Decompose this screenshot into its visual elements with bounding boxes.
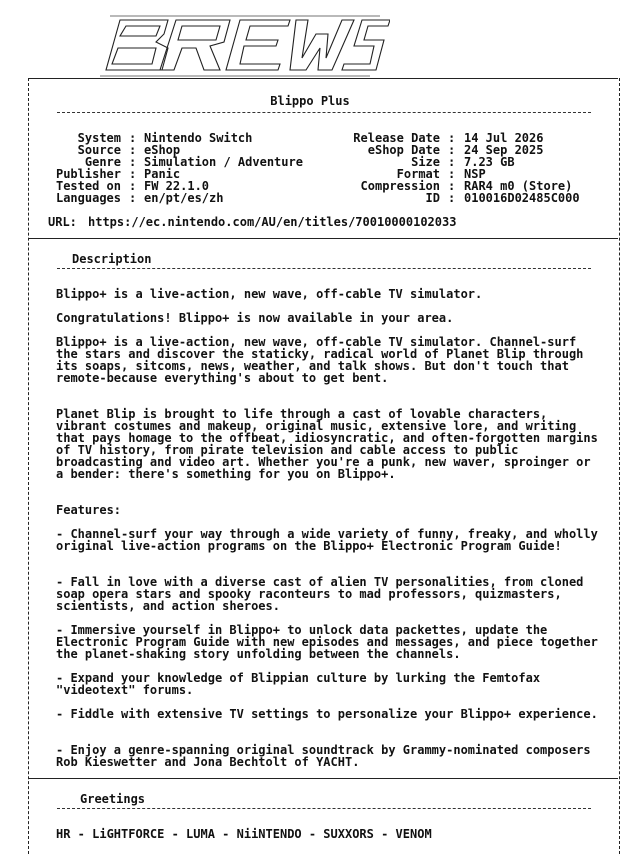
value-compression: RAR4 m0 (Store) bbox=[464, 179, 573, 193]
label-genre: Genre bbox=[84, 155, 121, 169]
sep: : bbox=[129, 167, 137, 181]
sep: : bbox=[448, 179, 456, 193]
feature-item: - Expand your knowledge of Blippian culture by lurking the Femtofax "videotext" forums. bbox=[56, 671, 541, 697]
value-format: NSP bbox=[464, 167, 486, 181]
value-eshop-date: 24 Sep 2025 bbox=[464, 143, 544, 157]
title-divider bbox=[57, 112, 591, 113]
value-publisher: Panic bbox=[144, 167, 181, 181]
sep: : bbox=[129, 155, 137, 169]
label-compression: Compression bbox=[360, 179, 440, 193]
value-tested-on: FW 22.1.0 bbox=[144, 179, 210, 193]
label-id: ID bbox=[425, 191, 440, 205]
value-source: eShop bbox=[144, 143, 181, 157]
top-rule bbox=[28, 78, 618, 79]
desc-paragraph: Planet Blip is brought to life through a cast of lovable characters, vibrant costumes and makeup, original music, extensive lore, and writing that pays homage to the offbeat, idiosyncratic, and often-forgotten margins of TV history, from pirate television and cable access to public broadcasting and video art. Whether you're a punk, new waver, sproinger or a bender: there's something for you on Blippo+. bbox=[56, 407, 598, 481]
value-release-date: 14 Jul 2026 bbox=[464, 131, 544, 145]
feature-item: - Immersive yourself in Blippo+ to unlock data packettes, update the Electronic Program Guide with new episodes and messages, and piece together the planet-shaking story unfolding between the channels. bbox=[56, 623, 598, 661]
sep: : bbox=[448, 191, 456, 205]
sep: : bbox=[448, 155, 456, 169]
label-release-date: Release Date bbox=[353, 131, 440, 145]
label-source: Source bbox=[77, 143, 121, 157]
value-id: 010016D02485C000 bbox=[464, 191, 580, 205]
value-languages: en/pt/es/zh bbox=[144, 191, 224, 205]
feature-item: - Channel-surf your way through a wide variety of funny, freaky, and wholly original live-action programs on the Blippo+ Electronic Program Guide! bbox=[56, 527, 598, 553]
section-rule bbox=[28, 238, 618, 239]
sep: : bbox=[448, 131, 456, 145]
url-label: URL: bbox=[48, 215, 77, 229]
sep: : bbox=[129, 191, 137, 205]
sep: : bbox=[129, 131, 137, 145]
label-tested-on: Tested on bbox=[55, 179, 121, 193]
sep: : bbox=[129, 143, 137, 157]
label-size: Size bbox=[411, 155, 440, 169]
sep: : bbox=[448, 143, 456, 157]
value-genre: Simulation / Adventure bbox=[144, 155, 303, 169]
greetings-heading: Greetings bbox=[80, 792, 146, 806]
section-rule bbox=[28, 778, 618, 779]
desc-paragraph: Blippo+ is a live-action, new wave, off-cable TV simulator. bbox=[56, 287, 483, 301]
label-publisher: Publisher bbox=[55, 167, 121, 181]
sep: : bbox=[448, 167, 456, 181]
feature-item: - Fiddle with extensive TV settings to personalize your Blippo+ experience. bbox=[56, 707, 598, 721]
desc-paragraph: Blippo+ is a live-action, new wave, off-cable TV simulator. Channel-surf the stars and discover the staticky, radical world of Planet Blip through its soaps, sitcoms, news, weather, and talk shows. But don't touch that remote-because everything's about to get bent. bbox=[56, 335, 584, 385]
greetings-text: HR - LiGHTFORCE - LUMA - NiiNTENDO - SUXXORS - VENOM bbox=[56, 827, 432, 841]
label-eshop-date: eShop Date bbox=[367, 143, 440, 157]
game-title: Blippo Plus bbox=[270, 94, 350, 108]
sep: : bbox=[129, 179, 137, 193]
greetings-divider bbox=[57, 808, 591, 809]
feature-item: - Enjoy a genre-spanning original soundtrack by Grammy-nominated composers Rob Kieswetter and Jona Bechtolt of YACHT. bbox=[56, 743, 591, 769]
label-format: Format bbox=[396, 167, 440, 181]
label-languages: Languages bbox=[55, 191, 121, 205]
features-label: Features: bbox=[56, 503, 122, 517]
brews-logo bbox=[80, 14, 390, 80]
value-system: Nintendo Switch bbox=[144, 131, 253, 145]
label-system: System bbox=[77, 131, 121, 145]
description-heading: Description bbox=[72, 252, 152, 266]
feature-item: - Fall in love with a diverse cast of alien TV personalities, from cloned soap opera stars and spooky raconteurs to mad professors, quizmasters, scientists, and action sheroes. bbox=[56, 575, 584, 613]
description-divider bbox=[57, 268, 591, 269]
desc-paragraph: Congratulations! Blippo+ is now available in your area. bbox=[56, 311, 454, 325]
value-size: 7.23 GB bbox=[464, 155, 515, 169]
url-link[interactable]: https://ec.nintendo.com/AU/en/titles/70010000102033 bbox=[88, 215, 457, 229]
